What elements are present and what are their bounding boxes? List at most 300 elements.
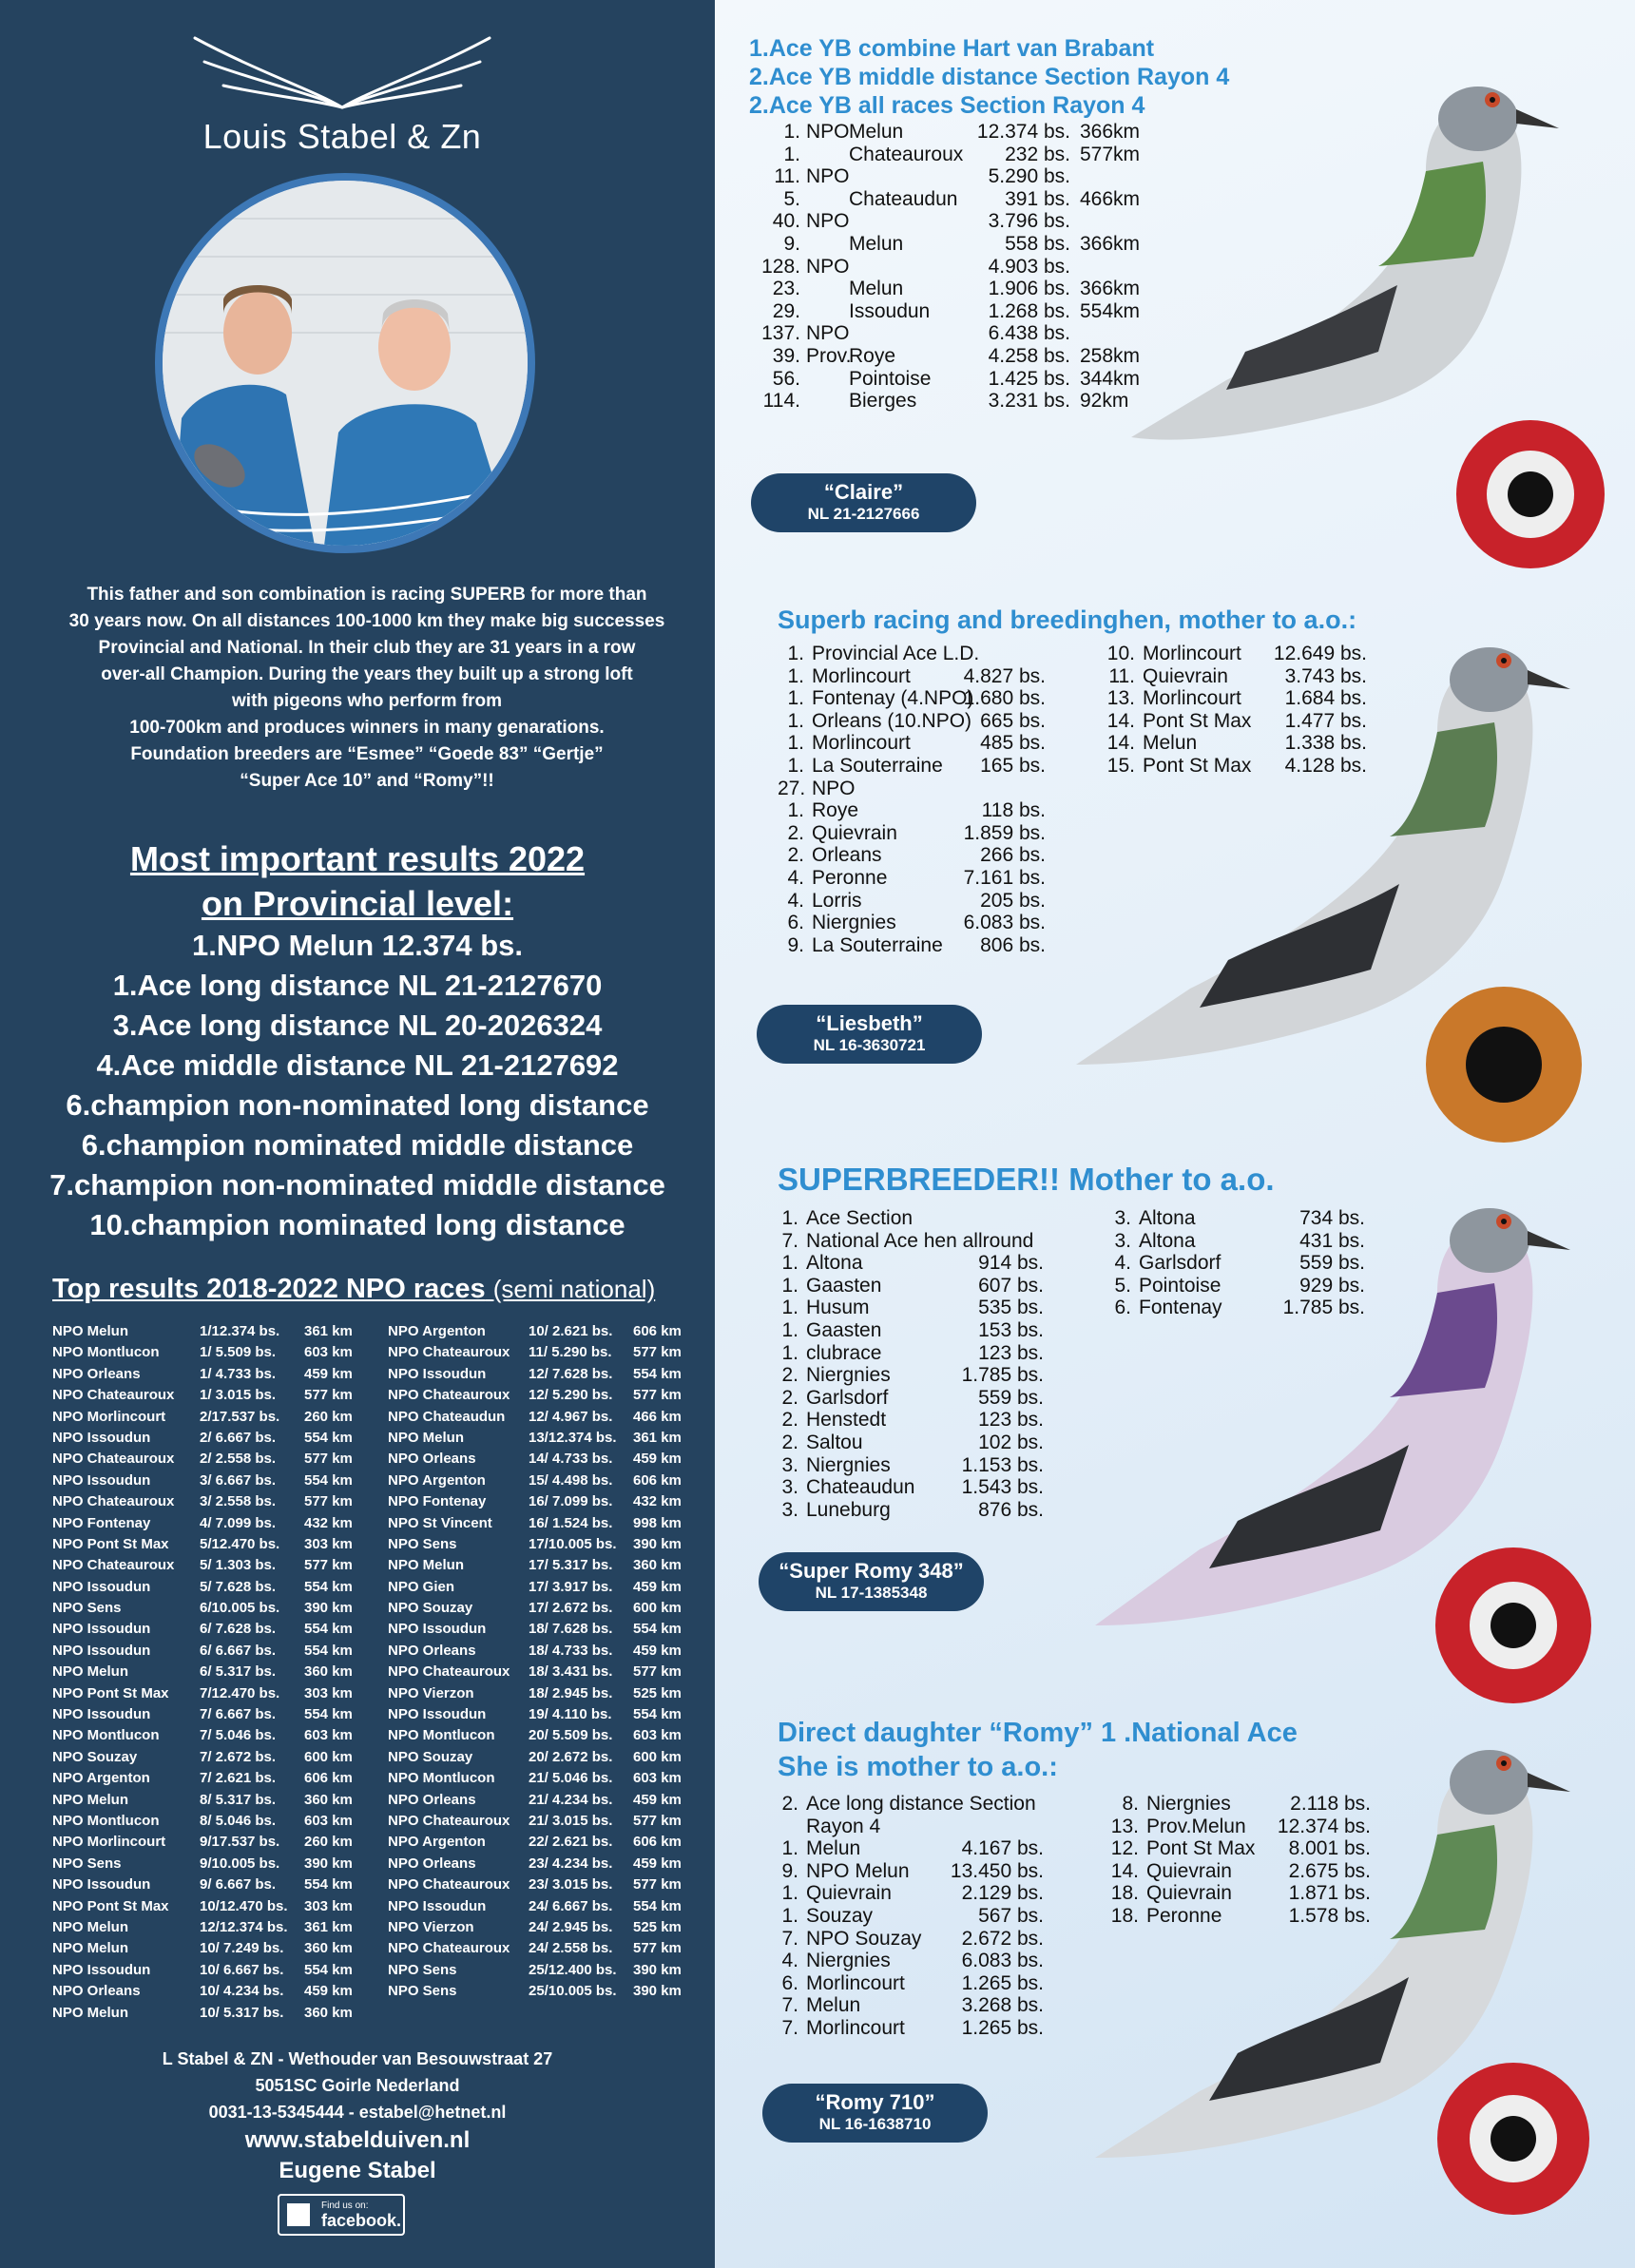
result-race: NPO Sens: [388, 1983, 457, 2000]
result-dist: 360 km: [304, 2004, 353, 2021]
result-place: 18.: [1110, 1882, 1139, 1905]
left-panel: [0, 0, 715, 2268]
result-place: 3.: [1114, 1207, 1131, 1229]
result-birds: 6.083 bs.: [961, 1950, 1044, 1972]
pigeon-result-row: [778, 687, 1101, 710]
result-place: 2.: [781, 1386, 798, 1409]
result-birds: 102 bs.: [978, 1431, 1044, 1453]
result-place: 17/ 5.317 bs.: [529, 1557, 613, 1574]
result-race: Pont St Max: [1143, 709, 1252, 732]
pigeon-result-row: [778, 643, 1101, 665]
result-place: 27.: [778, 777, 806, 799]
result-row: [52, 1874, 356, 1895]
result-race: NPO Morlincourt: [52, 1834, 166, 1851]
result-race: Morlincourt: [806, 2016, 905, 2039]
result-place: 21/ 4.234 bs.: [529, 1791, 613, 1808]
result-place: 10/12.470 bs.: [200, 1897, 288, 1914]
result-place: 17/ 3.917 bs.: [529, 1578, 613, 1595]
result-place: 1.: [787, 754, 804, 777]
pigeon-result-row: [778, 1816, 1101, 1838]
result-birds: 1.871 bs.: [1288, 1882, 1371, 1905]
result-race: Saltou: [806, 1431, 863, 1453]
result-place: 7/ 2.672 bs.: [200, 1748, 277, 1765]
result-race: NPO Souzay: [52, 1748, 138, 1765]
result-row: [52, 1470, 356, 1491]
result-race: NPO Orleans: [52, 1365, 141, 1382]
pigeon-result-row: [778, 799, 1101, 822]
result-place: 20/ 5.509 bs.: [529, 1727, 613, 1744]
result-place: 7/ 2.621 bs.: [200, 1770, 277, 1787]
result-place: 25/10.005 bs.: [529, 1983, 617, 2000]
result-dist: 303 km: [304, 1684, 353, 1701]
result-place: 7.: [781, 1927, 798, 1950]
result-row: [388, 1917, 692, 1938]
romy-name: “Romy 710”: [815, 2090, 935, 2114]
result-birds: 2.672 bs.: [961, 1927, 1044, 1950]
result-birds: 559 bs.: [978, 1386, 1044, 1409]
result-birds: 205 bs.: [980, 889, 1046, 912]
result-place: 5.: [1114, 1274, 1131, 1297]
result-race: NPO Sens: [388, 1535, 457, 1552]
result-race: Prov.Melun: [1146, 1815, 1246, 1837]
result-birds: 567 bs.: [978, 1904, 1044, 1927]
result-org: NPO: [806, 322, 850, 345]
result-dist: 554 km: [633, 1365, 682, 1382]
result-row: [52, 1854, 356, 1874]
pigeon-result-row: [778, 1275, 1101, 1297]
result-dist: 606 km: [633, 1471, 682, 1489]
result-place: 5/12.470 bs.: [200, 1535, 280, 1552]
result-race: NPO Argenton: [388, 1471, 486, 1489]
result-race: Altona: [806, 1252, 863, 1275]
result-place: 7.: [781, 2016, 798, 2039]
facebook-label: facebook.: [321, 2211, 402, 2230]
result-dist: 577 km: [633, 1387, 682, 1404]
result-place: 21/ 5.046 bs.: [529, 1770, 613, 1787]
super-romy-name: “Super Romy 348”: [779, 1559, 964, 1583]
result-race: NPO Chateaudun: [388, 1408, 506, 1425]
claire-name: “Claire”: [823, 480, 904, 504]
result-place: 12/ 5.290 bs.: [529, 1387, 613, 1404]
result-dist: 260 km: [304, 1834, 353, 1851]
pigeon-result-row: [778, 1882, 1101, 1905]
result-birds: 13.450 bs.: [950, 1859, 1044, 1882]
result-place: 23/ 3.015 bs.: [529, 1876, 613, 1893]
result-place: 4.: [787, 866, 804, 889]
top-results-col-2: [388, 1321, 692, 2003]
result-dist: 554 km: [633, 1706, 682, 1723]
address-line: L Stabel & ZN - Wethouder van Besouwstraat 27: [162, 2049, 553, 2068]
result-org: NPO: [806, 165, 850, 188]
result-race: Fontenay (4.NPO): [812, 687, 974, 710]
pigeon-result-row: [778, 844, 1101, 867]
intro-line: 30 years now. On all distances 100-1000 km they make big successes: [68, 611, 665, 631]
result-place: 14.: [1106, 709, 1135, 732]
result-race: NPO Fontenay: [52, 1514, 151, 1531]
pigeon-result-row: [778, 1860, 1101, 1883]
result-race: NPO Argenton: [388, 1323, 486, 1339]
result-place: 9/ 6.667 bs.: [200, 1876, 277, 1893]
result-place: 10/ 4.234 bs.: [200, 1983, 284, 2000]
result-place: 1.: [781, 1882, 798, 1905]
result-birds: 12.649 bs.: [1273, 643, 1367, 664]
result-place: 13.: [1110, 1815, 1139, 1837]
result-race: Ace long distance Section: [806, 1793, 1036, 1815]
result-place: 10/ 2.621 bs.: [529, 1323, 613, 1339]
result-race: Melun: [849, 278, 904, 300]
result-race: Niergnies: [806, 1364, 891, 1387]
result-race: Orleans (10.NPO): [812, 709, 972, 732]
result-race: Niergnies: [806, 1950, 891, 1972]
result-place: 8.: [1122, 1793, 1139, 1815]
result-place: 1/ 5.509 bs.: [200, 1344, 277, 1361]
result-birds: 3.743 bs.: [1284, 664, 1367, 687]
result-row: [52, 1555, 356, 1576]
result-race: NPO Montlucon: [388, 1770, 495, 1787]
result-place: 6.: [1114, 1297, 1131, 1319]
result-birds: 431 bs.: [1299, 1229, 1365, 1252]
pigeon-result-row: [778, 1230, 1101, 1253]
romy-results-left: [778, 1793, 1101, 2040]
result-place: 7/12.470 bs.: [200, 1684, 280, 1701]
result-distance: 577km: [1080, 143, 1141, 165]
result-place: 14.: [1110, 1859, 1139, 1882]
result-race: NPO Vierzon: [388, 1918, 474, 1935]
result-birds: 232 bs.: [1005, 143, 1070, 165]
result-race: NPO Melun: [52, 1663, 129, 1681]
result-place: 13.: [1106, 687, 1135, 710]
result-row: [52, 1938, 356, 1959]
important-title-2: on Provincial level:: [201, 884, 514, 923]
result-place: 17/ 2.672 bs.: [529, 1600, 613, 1617]
result-dist: 577 km: [304, 1387, 353, 1404]
result-birds: 1.268 bs.: [988, 299, 1070, 322]
pigeon-result-row: [778, 1837, 1101, 1860]
result-row: [52, 1449, 356, 1470]
result-place: 9/17.537 bs.: [200, 1834, 280, 1851]
pigeon-result-row: [778, 890, 1101, 913]
result-row: [52, 1407, 356, 1428]
result-place: 9/10.005 bs.: [200, 1855, 280, 1872]
result-birds: 1.578 bs.: [1288, 1904, 1371, 1927]
result-distance: 92km: [1080, 390, 1129, 413]
brand-name: Louis Stabel & Zn: [202, 117, 482, 156]
phone-email-line[interactable]: 0031-13-5345444 - estabel@hetnet.nl: [208, 2103, 507, 2122]
result-place: 13/12.374 bs.: [529, 1429, 617, 1446]
result-race: Melun: [1143, 732, 1198, 755]
pigeon-result-row: [778, 1409, 1101, 1432]
result-dist: 459 km: [633, 1642, 682, 1659]
result-place: 1.: [781, 1207, 798, 1229]
result-birds: 1.338 bs.: [1284, 732, 1367, 755]
romy-heading-2: She is mother to a.o.:: [778, 1752, 1058, 1782]
result-birds: 1.680 bs.: [963, 687, 1046, 710]
result-race: NPO Issoudun: [52, 1876, 151, 1893]
result-place: 2.: [781, 1431, 798, 1453]
result-race: Melun: [806, 1837, 861, 1860]
result-row: [52, 1619, 356, 1640]
result-race: NPO Melun: [388, 1429, 465, 1446]
result-race: Ace Section: [806, 1207, 914, 1229]
pigeon-result-row: [778, 934, 1101, 957]
result-place: 11.: [1108, 664, 1135, 687]
result-race: Quievrain: [1143, 664, 1228, 687]
pigeon-result-row: [778, 1387, 1101, 1410]
result-race: Morlincourt: [1143, 643, 1241, 664]
result-place: 22/ 2.621 bs.: [529, 1834, 613, 1851]
result-race: Garlsdorf: [806, 1386, 889, 1409]
result-race: Quievrain: [1146, 1882, 1232, 1905]
result-race: clubrace: [806, 1341, 882, 1364]
contact-name: Eugene Stabel: [279, 2158, 436, 2183]
result-place: 23.: [772, 278, 800, 300]
result-dist: 459 km: [633, 1451, 682, 1468]
result-place: 1.: [783, 121, 800, 143]
result-dist: 303 km: [304, 1535, 353, 1552]
result-place: 4/ 7.099 bs.: [200, 1514, 277, 1531]
intro-text: [57, 582, 677, 795]
result-birds: 266 bs.: [980, 844, 1046, 867]
romy-ring: NL 16-1638710: [818, 2115, 932, 2133]
result-dist: 360 km: [304, 1791, 353, 1808]
result-birds: 5.290 bs.: [988, 165, 1070, 188]
important-item: 6.champion nominated middle distance: [81, 1128, 634, 1162]
super-romy-ring: NL 17-1385348: [815, 1584, 928, 1602]
result-org: NPO: [806, 255, 850, 278]
claire-heading-3: 2.Ace YB all races Section Rayon 4: [749, 92, 1145, 119]
result-race: NPO Chateauroux: [388, 1876, 510, 1893]
result-row: [388, 1854, 692, 1874]
result-race: NPO Issoudun: [52, 1471, 151, 1489]
result-place: 10.: [1106, 643, 1135, 664]
result-row: [52, 1683, 356, 1704]
pigeon-result-row: [778, 1499, 1101, 1522]
result-dist: 600 km: [304, 1748, 353, 1765]
result-row: [52, 1364, 356, 1385]
result-race: Melun: [849, 232, 904, 255]
result-birds: 1.684 bs.: [1284, 687, 1367, 710]
result-race: Orleans: [812, 844, 882, 867]
important-item: 1.Ace long distance NL 21-2127670: [112, 969, 603, 1002]
result-race: Quievrain: [806, 1882, 892, 1905]
result-place: 8/ 5.046 bs.: [200, 1812, 277, 1829]
result-race: NPO Chateauroux: [52, 1451, 175, 1468]
result-birds: 118 bs.: [981, 799, 1046, 822]
important-item: 7.champion non-nominated middle distance: [49, 1168, 665, 1201]
result-race: NPO Chateauroux: [52, 1493, 175, 1510]
result-race: NPO Chateauroux: [388, 1344, 510, 1361]
pigeon-result-row: [778, 1319, 1101, 1342]
claire-heading-1: 1.Ace YB combine Hart van Brabant: [749, 35, 1155, 62]
result-row: [52, 1662, 356, 1682]
result-birds: 876 bs.: [978, 1498, 1044, 1521]
result-place: 3.: [781, 1498, 798, 1521]
facebook-find-label: Find us on:: [321, 2201, 369, 2211]
result-place: 4.: [787, 889, 804, 912]
result-race: La Souterraine: [812, 933, 943, 956]
result-race: Issoudun: [849, 299, 931, 322]
result-race: NPO St Vincent: [388, 1514, 492, 1531]
result-place: 7.: [781, 1229, 798, 1252]
romy-badge: [762, 2084, 988, 2143]
result-race: Pont St Max: [1146, 1837, 1256, 1860]
pigeon-result-row: [778, 2017, 1101, 2040]
result-race: Melun: [849, 121, 904, 143]
result-race: Peronne: [1146, 1904, 1222, 1927]
result-place: 2.: [787, 821, 804, 844]
top-results-col-1: [52, 1321, 356, 2024]
result-race: NPO Souzay: [388, 1600, 473, 1617]
result-place: 1.: [781, 1341, 798, 1364]
facebook-button[interactable]: [278, 2194, 405, 2236]
result-dist: 361 km: [304, 1323, 353, 1339]
result-race: Chateaudun: [806, 1476, 915, 1499]
result-place: 15.: [1106, 754, 1135, 777]
result-place: 39.: [772, 344, 800, 367]
result-birds: 3.268 bs.: [961, 1994, 1044, 2017]
result-row: [52, 1811, 356, 1832]
result-dist: 360 km: [633, 1557, 682, 1574]
liesbeth-ring: NL 16-3630721: [813, 1036, 926, 1054]
intro-line: This father and son combination is racing SUPERB for more than: [87, 585, 647, 605]
pigeon-super-romy-image: [1076, 1188, 1627, 1720]
result-place: 128.: [761, 255, 800, 278]
result-race: NPO Argenton: [388, 1834, 486, 1851]
result-place: 12/ 4.967 bs.: [529, 1408, 613, 1425]
contact-block: [0, 2046, 715, 2186]
result-race: Roye: [812, 799, 859, 822]
result-row: [388, 1981, 692, 2002]
result-race: La Souterraine: [812, 754, 943, 777]
result-place: 3.: [781, 1476, 798, 1499]
pigeon-result-row: [778, 665, 1101, 688]
liesbeth-heading: Superb racing and breedinghen, mother to a.o.:: [778, 605, 1357, 634]
result-row: [52, 1896, 356, 1917]
result-race: Altona: [1139, 1207, 1196, 1229]
result-row: [52, 1641, 356, 1662]
result-row: [388, 1598, 692, 1619]
result-row: [388, 1491, 692, 1512]
result-place: 6/ 7.628 bs.: [200, 1621, 277, 1638]
result-dist: 554 km: [304, 1706, 353, 1723]
result-dist: 577 km: [633, 1344, 682, 1361]
result-birds: 153 bs.: [978, 1318, 1044, 1341]
result-row: [388, 1874, 692, 1895]
result-dist: 466 km: [633, 1408, 682, 1425]
result-row: [52, 1321, 356, 1342]
result-race: NPO Chateauroux: [52, 1557, 175, 1574]
pigeon-result-row: [778, 1432, 1101, 1454]
result-place: 24/ 2.945 bs.: [529, 1918, 613, 1935]
result-place: 18/ 4.733 bs.: [529, 1642, 613, 1659]
result-birds: 734 bs.: [1299, 1207, 1365, 1229]
result-place: 3/ 6.667 bs.: [200, 1471, 277, 1489]
result-race: Lorris: [812, 889, 862, 912]
result-race: NPO Sens: [52, 1855, 122, 1872]
result-race: NPO Chateauroux: [388, 1940, 510, 1957]
liesbeth-results-left: [778, 643, 1101, 956]
result-place: 3.: [781, 1453, 798, 1476]
result-row: [388, 1896, 692, 1917]
result-birds: 1.265 bs.: [961, 2016, 1044, 2039]
result-place: 2/17.537 bs.: [200, 1408, 280, 1425]
result-place: 2.: [781, 1793, 798, 1815]
result-race: NPO Issoudun: [52, 1429, 151, 1446]
result-place: 1.: [787, 664, 804, 687]
result-place: 15/ 4.498 bs.: [529, 1471, 613, 1489]
result-place: 10/ 5.317 bs.: [200, 2004, 284, 2021]
result-race: NPO Melun: [52, 1791, 129, 1808]
result-race: NPO Chateauroux: [52, 1387, 175, 1404]
result-race: NPO Montlucon: [388, 1727, 495, 1744]
result-race: NPO: [812, 777, 856, 799]
result-dist: 459 km: [633, 1855, 682, 1872]
result-dist: 577 km: [633, 1663, 682, 1681]
pigeon-result-row: [778, 1476, 1101, 1499]
result-place: 9.: [781, 1859, 798, 1882]
result-race: NPO Issoudun: [388, 1897, 487, 1914]
result-birds: 1.265 bs.: [961, 1971, 1044, 1994]
result-race: Morlincourt: [812, 732, 911, 755]
result-distance: 466km: [1080, 187, 1141, 210]
result-place: 23/ 4.234 bs.: [529, 1855, 613, 1872]
result-race: Luneburg: [806, 1498, 891, 1521]
pigeon-result-row: [778, 1207, 1101, 1230]
result-race: Niergnies: [812, 912, 896, 934]
result-race: NPO Sens: [52, 1600, 122, 1617]
result-dist: 432 km: [633, 1493, 682, 1510]
result-dist: 360 km: [304, 1663, 353, 1681]
result-dist: 525 km: [633, 1684, 682, 1701]
result-place: 1.: [783, 143, 800, 165]
result-dist: 554 km: [304, 1642, 353, 1659]
result-place: 3.: [1114, 1229, 1131, 1252]
result-dist: 554 km: [633, 1897, 682, 1914]
result-birds: 6.438 bs.: [988, 322, 1070, 345]
result-row: [388, 1683, 692, 1704]
result-race: NPO Souzay: [806, 1927, 922, 1950]
result-place: 1.: [787, 732, 804, 755]
result-row: [388, 1321, 692, 1342]
result-place: 4.: [781, 1950, 798, 1972]
result-place: 18/ 7.628 bs.: [529, 1621, 613, 1638]
result-row: [388, 1385, 692, 1406]
result-row: [52, 1960, 356, 1981]
result-distance: 554km: [1080, 299, 1141, 322]
result-dist: 360 km: [304, 1940, 353, 1957]
result-dist: 390 km: [633, 1535, 682, 1552]
pigeon-result-row: [778, 1793, 1101, 1816]
result-dist: 577 km: [633, 1940, 682, 1957]
result-place: 2.: [787, 844, 804, 867]
result-place: 18/ 3.431 bs.: [529, 1663, 613, 1681]
result-dist: 577 km: [633, 1812, 682, 1829]
result-race: NPO Melun: [806, 1859, 910, 1882]
facebook-icon: [287, 2203, 310, 2226]
result-place: 3/ 2.558 bs.: [200, 1493, 277, 1510]
result-row: [52, 1725, 356, 1746]
result-place: 8/ 5.317 bs.: [200, 1791, 277, 1808]
result-place: 1.: [787, 643, 804, 664]
intro-line: Foundation breeders are “Esmee” “Goede 83” “Gertje”: [130, 744, 604, 764]
result-place: 6.: [787, 912, 804, 934]
result-dist: 554 km: [304, 1621, 353, 1638]
pigeon-result-row: [778, 710, 1101, 733]
result-race: Chateauroux: [849, 143, 964, 165]
result-row: [52, 1513, 356, 1534]
website-link[interactable]: www.stabelduiven.nl: [244, 2127, 471, 2153]
result-race: Altona: [1139, 1229, 1196, 1252]
